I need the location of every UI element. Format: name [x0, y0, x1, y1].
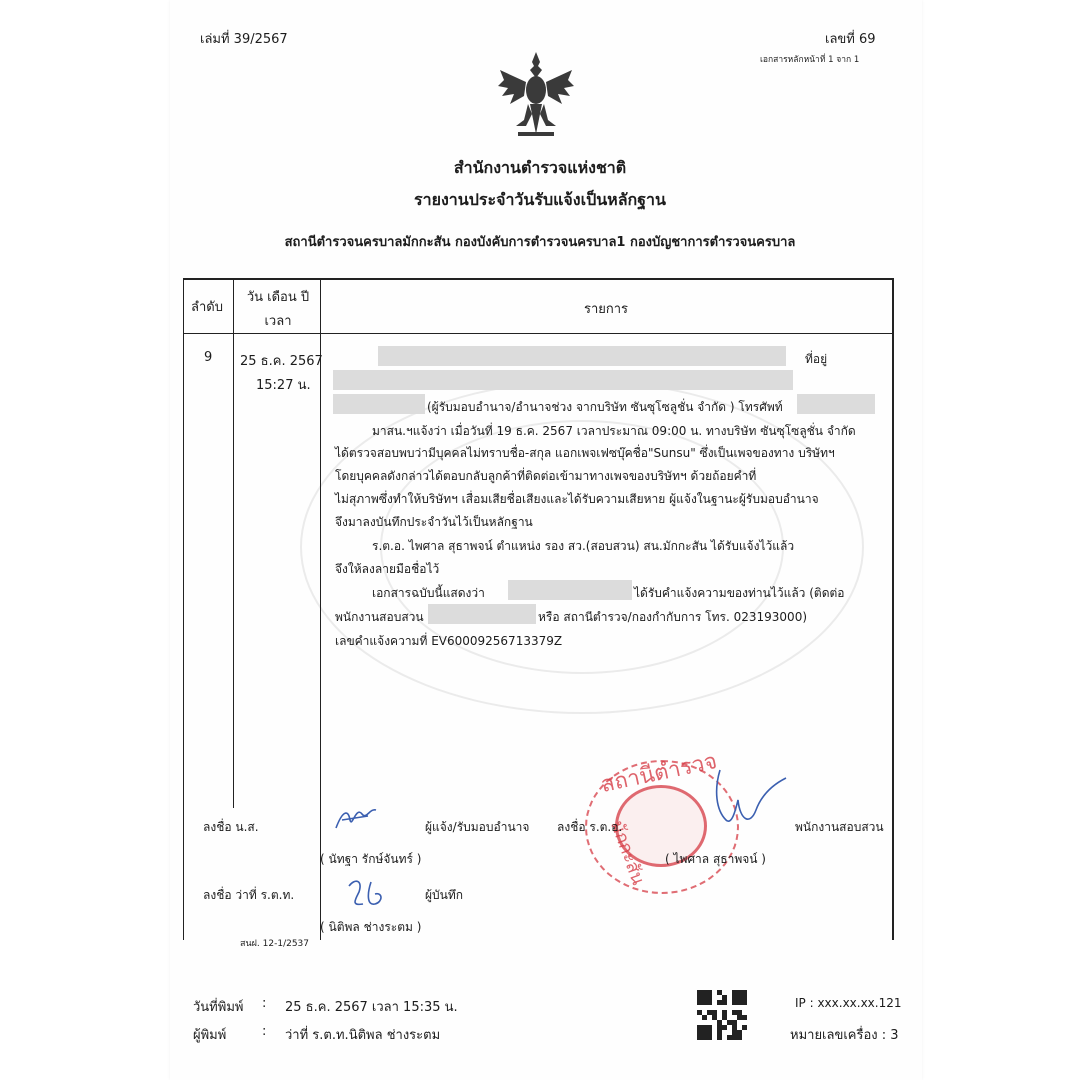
- machine-number: หมายเลขเครื่อง : 3: [790, 1028, 899, 1043]
- signature-recorder: [345, 874, 395, 914]
- body-line: พนักงานสอบสวน: [335, 610, 424, 624]
- form-code: สนฝ. 12-1/2537: [240, 939, 310, 949]
- stamp-text-top: สถานีตำรวจ: [598, 749, 720, 798]
- body-line: (ผู้รับมอบอำนาจ/อำนาจช่วง จากบริษัท ซันซุโซลูชั่น จำกัด ) โทรศัพท์: [427, 400, 783, 414]
- body-line: เอกสารฉบับนี้แสดงว่า: [372, 586, 485, 600]
- row-date: 25 ธ.ค. 2567: [240, 354, 323, 369]
- body-line: ที่อยู่: [805, 352, 828, 366]
- sign1-name: ( นัทฐา รักษ์จันทร์ ): [320, 852, 422, 866]
- sign3-name: ( นิติพล ช่างระตม ): [320, 920, 422, 934]
- body-line: ได้ตรวจสอบพบว่ามีบุคคลไม่ทราบชื่อ-สกุล แอกเพจเฟซบุ๊คชื่อ"Sunsu" ซึ่งเป็นเพจของทาง บริษัทฯ: [335, 446, 835, 460]
- page-number: เลขที่ 69: [825, 32, 876, 47]
- printer-sep: :: [262, 1024, 267, 1039]
- redaction-block: [333, 394, 425, 414]
- table-col2-border: [320, 278, 321, 940]
- signature-investigator: [700, 760, 790, 840]
- redaction-block: [378, 346, 786, 366]
- col-header-date: วัน เดือน ปี: [246, 290, 310, 305]
- table-top-border: [183, 278, 893, 280]
- printer-value: ว่าที่ ร.ต.ท.นิติพล ช่างระตม: [285, 1028, 441, 1043]
- col-header-no: ลำดับ: [191, 300, 223, 315]
- table-col1-border: [233, 278, 234, 808]
- sign3-label: ลงชื่อ ว่าที่ ร.ต.ท.: [203, 888, 295, 902]
- sign2-role: พนักงานสอบสวน: [795, 820, 884, 834]
- sign2-label: ลงชื่อ ร.ต.อ.: [557, 820, 623, 834]
- redaction-block: [333, 370, 793, 390]
- col-header-items: รายการ: [583, 302, 629, 317]
- qr-code-icon: [697, 990, 747, 1040]
- body-line: หรือ สถานีตำรวจ/กองกำกับการ โทร. 023193000): [538, 610, 808, 624]
- sign3-role: ผู้บันทึก: [425, 888, 464, 902]
- stamp-text-bottom: มักกะสัน: [606, 817, 649, 888]
- row-time: 15:27 น.: [256, 378, 311, 393]
- sign2-name: ( ไพศาล สุธาพจน์ ): [665, 852, 766, 866]
- body-line: ร.ต.อ. ไพศาล สุธาพจน์ ตำแหน่ง รอง สว.(สอบสวน) สน.มักกะสัน ได้รับแจ้งไว้แล้ว: [372, 539, 795, 553]
- table-left-border: [183, 278, 184, 940]
- sign1-label: ลงชื่อ น.ส.: [203, 820, 259, 834]
- print-date-sep: :: [262, 996, 267, 1011]
- ip-address: IP : xxx.xx.xx.121: [795, 996, 902, 1010]
- body-line: ไม่สุภาพซึ่งทำให้บริษัทฯ เสื่อมเสียชื่อเสียงและได้รับความเสียหาย ผู้แจ้งในฐานะผู้รับมอบอำนาจ: [335, 492, 819, 506]
- body-line: โดยบุคคลดังกล่าวได้ตอบกลับลูกค้าที่ติดต่อเข้ามาทางเพจของบริษัทฯ ด้วยถ้อยคำที่: [335, 469, 757, 483]
- garuda-emblem-icon: [496, 48, 576, 140]
- print-date-value: 25 ธ.ค. 2567 เวลา 15:35 น.: [285, 1000, 458, 1015]
- body-line: จึงมาลงบันทึกประจำวันไว้เป็นหลักฐาน: [335, 515, 533, 529]
- book-number: เล่มที่ 39/2567: [200, 32, 288, 47]
- report-title: รายงานประจำวันรับแจ้งเป็นหลักฐาน: [414, 190, 666, 209]
- table-right-border: [892, 278, 894, 940]
- body-line: มาสน.ฯแจ้งว่า เมื่อวันที่ 19 ธ.ค. 2567 เวลาประมาณ 09:00 น. ทางบริษัท ซันซุโซลูชั่น จำกัด: [372, 424, 856, 438]
- redaction-block: [797, 394, 875, 414]
- complaint-number: เลขคำแจ้งความที่ EV60009256713379Z: [335, 634, 563, 648]
- agency-title: สำนักงานตำรวจแห่งชาติ: [453, 158, 627, 177]
- print-date-label: วันที่พิมพ์: [193, 1000, 244, 1015]
- sign1-role: ผู้แจ้ง/รับมอบอำนาจ: [425, 820, 530, 834]
- station-title: สถานีตำรวจนครบาลมักกะสัน กองบังคับการตำรวจนครบาล1 กองบัญชาการตำรวจนครบาล: [284, 235, 796, 250]
- redaction-block: [508, 580, 632, 600]
- body-line: ได้รับคำแจ้งความของท่านไว้แล้ว (ติดต่อ: [634, 586, 845, 600]
- row-number: 9: [204, 350, 213, 365]
- page-note: เอกสารหลักหน้าที่ 1 จาก 1: [760, 55, 860, 65]
- body-line: จึงให้ลงลายมือชื่อไว้: [335, 562, 440, 576]
- redaction-block: [428, 604, 536, 624]
- signature-reporter: [330, 798, 390, 838]
- printer-label: ผู้พิมพ์: [193, 1028, 227, 1043]
- table-header-border: [183, 333, 893, 334]
- col-header-time: เวลา: [264, 314, 292, 329]
